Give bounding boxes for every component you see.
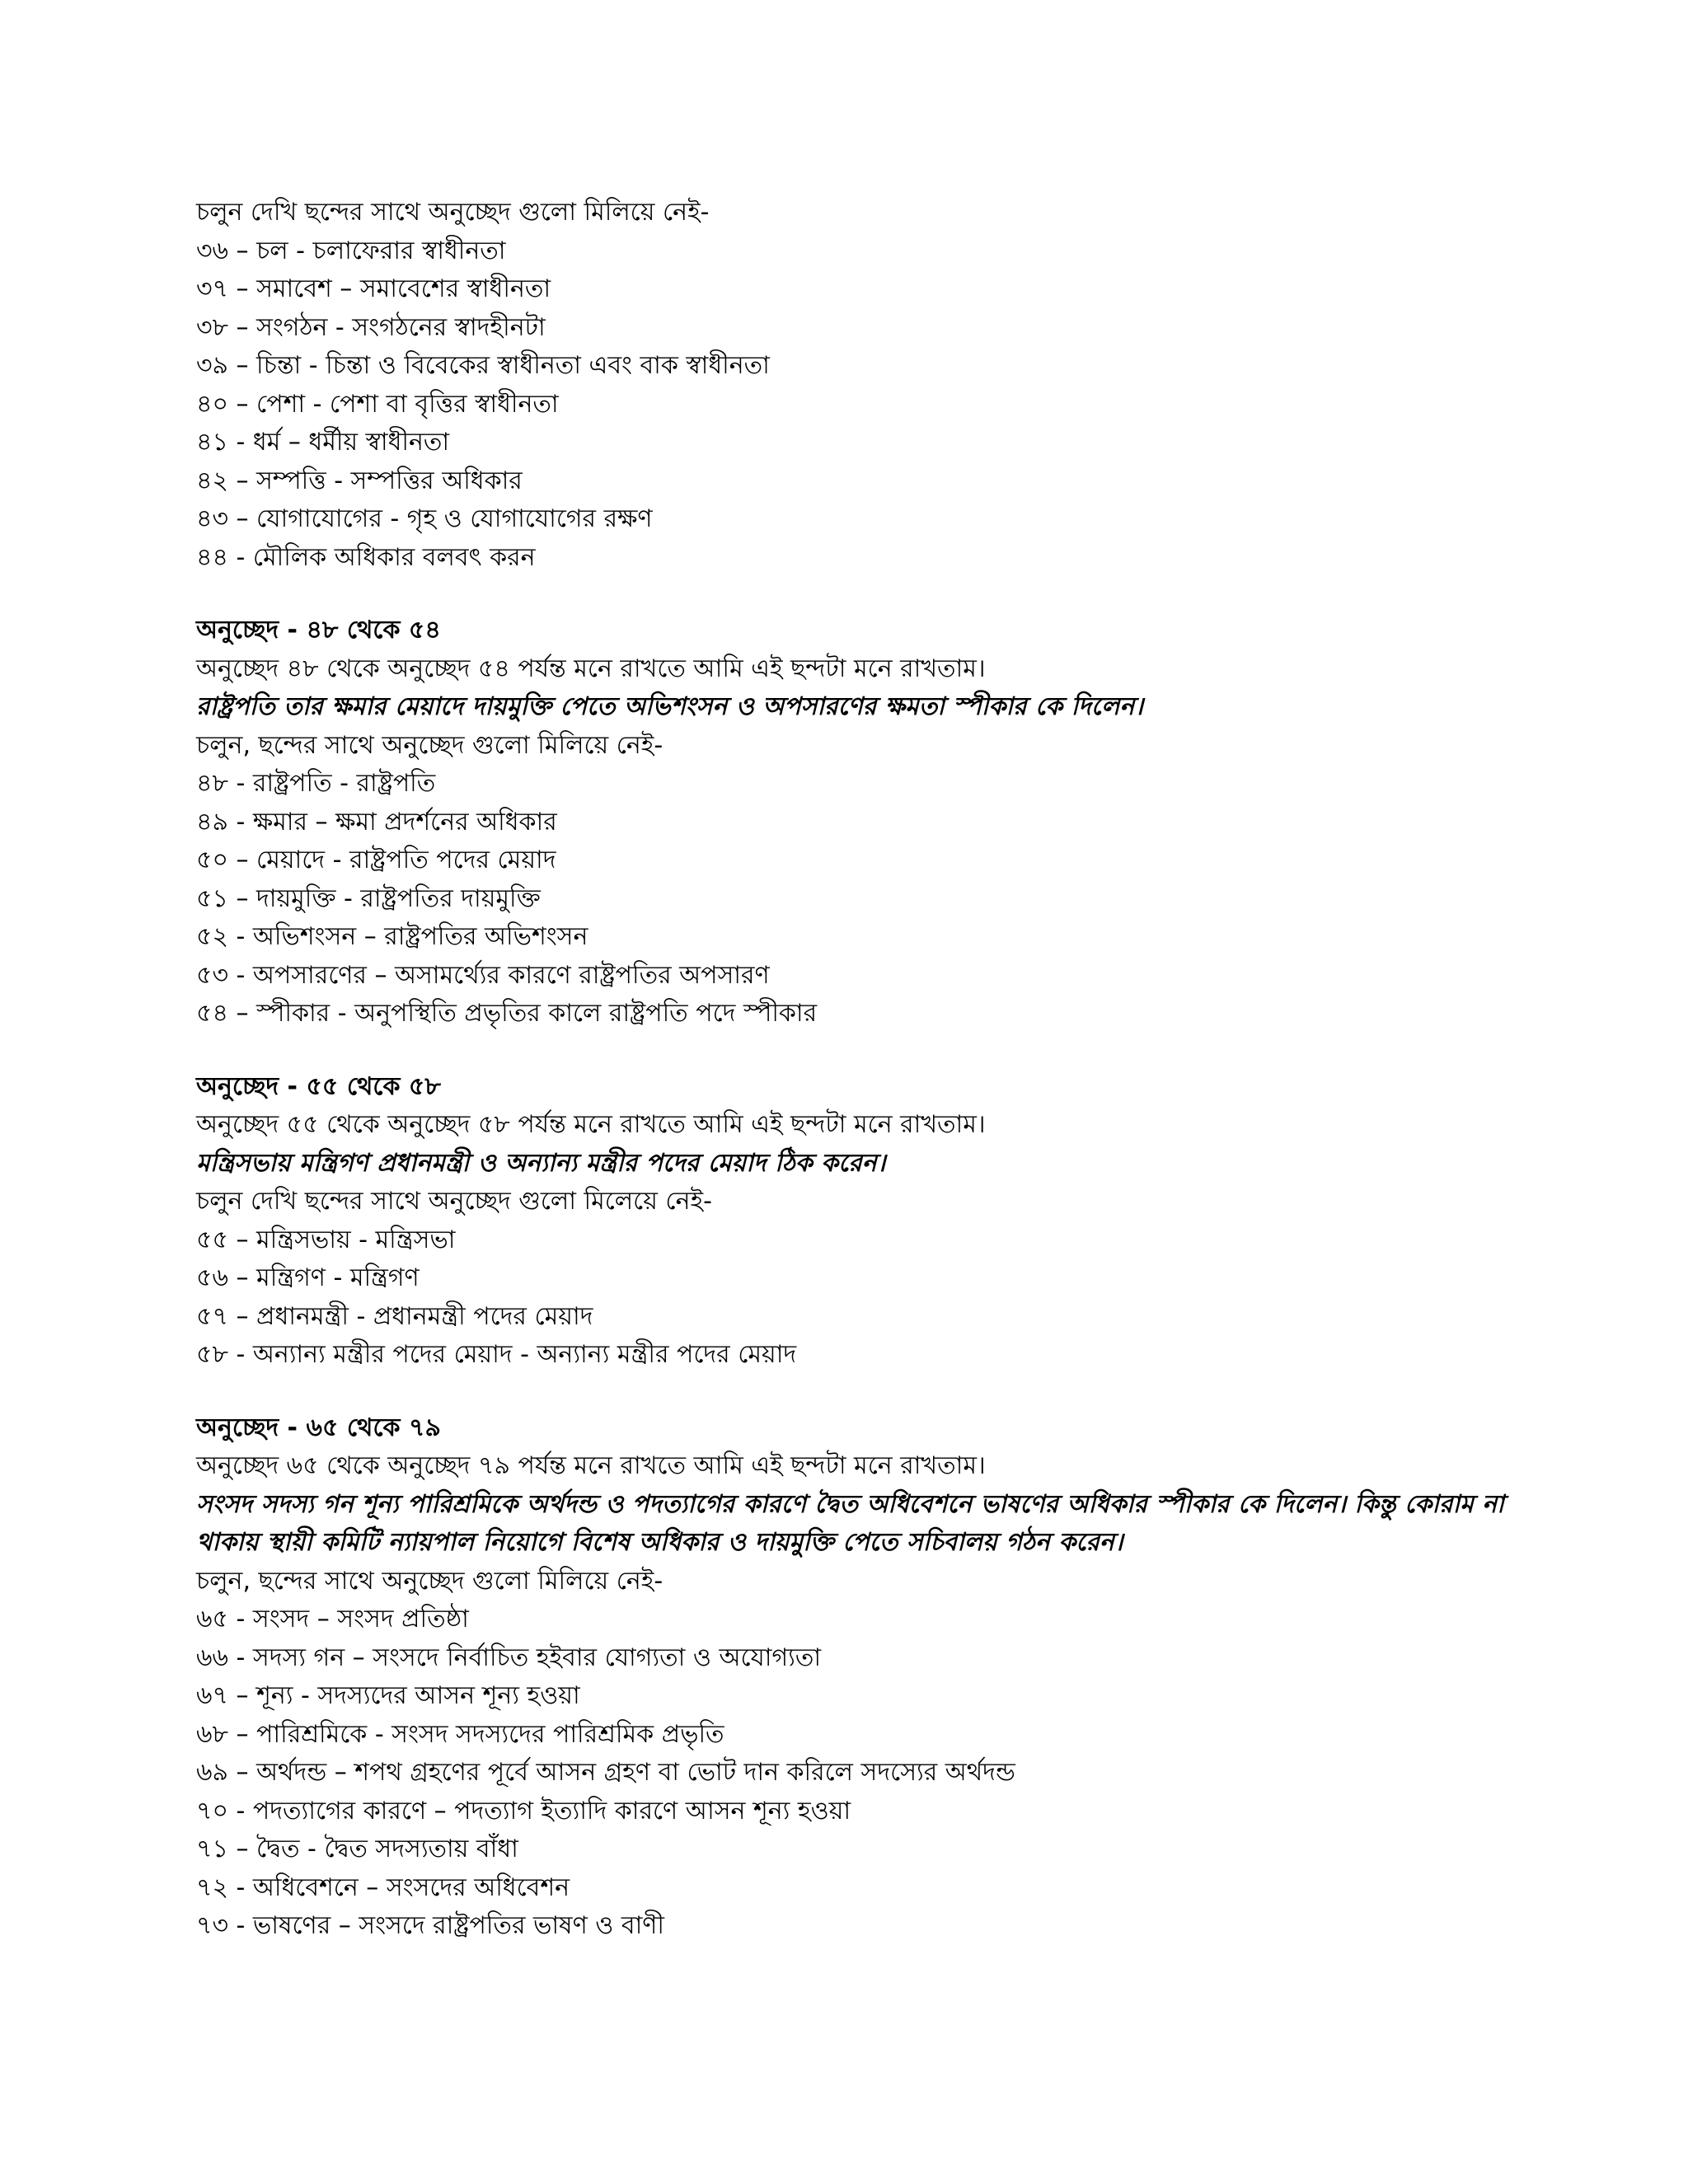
list-item: ৩৬ – চল - চলাফেরার স্বাধীনতা [196,236,506,265]
list-item: ৭২ - অধিবেশনে – সংসদের অধিবেশন [196,1872,570,1902]
list-item: ৪১ - ধর্ম – ধর্মীয় স্বাধীনতা [196,428,450,457]
section-lead: চলুন দেখি ছন্দের সাথে অনুচ্ছেদ গুলো মিলিয়ে নেই- [196,198,710,227]
section-heading: অনুচ্ছেদ - ৪৮ থেকে ৫৪ [196,616,441,644]
list-item: ৪৯ - ক্ষমার – ক্ষমা প্রদর্শনের অধিকার [196,807,557,837]
section-lead: চলুন দেখি ছন্দের সাথে অনুচ্ছেদ গুলো মিলেয়ে নেই- [196,1187,712,1216]
list-item: ৪৮ - রাষ্ট্রপতি - রাষ্ট্রপতি [196,769,436,798]
list-item: ৪২ – সম্পত্তি - সম্পত্তির অধিকার [196,466,523,495]
list-item: ৩৮ – সংগঠন - সংগঠনের স্বাদহীনটা [196,312,546,342]
list-item: ৬৭ – শূন্য - সদস্যদের আসন শূন্য হওয়া [196,1681,580,1710]
mnemonic-text: সংসদ সদস্য গন শূন্য পারিশ্রমিকে অর্থদন্ড ও পদত্যাগের কারণে দ্বৈত অধিবেশনে ভাষণের অধিকার স্পীকার কে দিলেন। কিন্তু কোরাম না থাকায় স্থায়ী কমিটি ন্যায়পাল নিয়োগে বিশেষ অধিকার ও দায়মুক্তি পেতে সচিবালয় গঠন করেন। [196,1489,1504,1557]
list-item: ৫০ – মেয়াদে - রাষ্ট্রপতি পদের মেয়াদ [196,846,556,874]
section-lead: চলুন, ছন্দের সাথে অনুচ্ছেদ গুলো মিলিয়ে নেই- [196,1566,663,1596]
list-item: ৫১ – দায়মুক্তি - রাষ্ট্রপতির দায়মুক্তি [196,883,541,913]
list-item: ৫৬ – মন্ত্রিগণ - মন্ত্রিগণ [196,1263,420,1292]
section-intro: অনুচ্ছেদ ৪৮ থেকে অনুচ্ছেদ ৫৪ পর্যন্ত মনে রাখতে আমি এই ছন্দটা মনে রাখতাম। [196,654,986,683]
section-36-44 [196,194,1540,577]
list-item: ৬৫ - সংসদ – সংসদ প্রতিষ্ঠা [196,1605,469,1633]
mnemonic-text: রাষ্ট্রপতি তার ক্ষমার মেয়াদে দায়মুক্তি পেতে অভিশংসন ও অপসারণের ক্ষমতা স্পীকার কে দিলেন। [196,692,1143,721]
list-item: ৫৭ – প্রধানমন্ত্রী - প্রধানমন্ত্রী পদের মেয়াদ [196,1301,593,1331]
list-item: ৫৪ – স্পীকার - অনুপস্থিতি প্রভৃতির কালে রাষ্ট্রপতি পদে স্পীকার [196,999,818,1028]
list-item: ৪৩ – যোগাযোগের - গৃহ ও যোগাযোগের রক্ষণ [196,504,653,533]
list-item: ৭৩ - ভাষণের – সংসদে রাষ্ট্রপতির ভাষণ ও বাণী [196,1911,664,1940]
list-item: ৭১ – দ্বৈত - দ্বৈত সদস্যতায় বাঁধা [196,1835,518,1863]
list-item: ৩৭ – সমাবেশ – সমাবেশের স্বাধীনতা [196,274,551,303]
section-intro: অনুচ্ছেদ ৬৫ থেকে অনুচ্ছেদ ৭৯ পর্যন্ত মনে রাখতে আমি এই ছন্দটা মনে রাখতাম। [196,1451,986,1480]
section-intro: অনুচ্ছেদ ৫৫ থেকে অনুচ্ছেদ ৫৮ পর্যন্ত মনে রাখতে আমি এই ছন্দটা মনে রাখতাম। [196,1110,986,1139]
list-item: ৬৯ – অর্থদন্ড – শপথ গ্রহণের পূর্বে আসন গ্রহণ বা ভোট দান করিলে সদস্যের অর্থদন্ড [196,1758,1015,1787]
list-item: ৪৪ - মৌলিক অধিকার বলবৎ করন [196,542,536,572]
list-item: ৫৮ - অন্যান্য মন্ত্রীর পদের মেয়াদ - অন্যান্য মন্ত্রীর পদের মেয়াদ [196,1340,797,1369]
list-item: ৫২ - অভিশংসন – রাষ্ট্রপতির অভিশংসন [196,922,588,951]
list-item: ৫৫ – মন্ত্রিসভায় - মন্ত্রিসভা [196,1225,456,1254]
section-55-58 [196,1068,1540,1375]
section-lead: চলুন, ছন্দের সাথে অনুচ্ছেদ গুলো মিলিয়ে নেই- [196,730,663,760]
list-item: ৫৩ - অপসারণের – অসামর্থ্যের কারণে রাষ্ট্রপতির অপসারণ [196,960,770,990]
list-item: ৬৮ – পারিশ্রমিকে - সংসদ সদস্যদের পারিশ্রমিক প্রভৃতি [196,1719,724,1749]
mnemonic-text: মন্ত্রিসভায় মন্ত্রিগণ প্রধানমন্ত্রী ও অন্যান্য মন্ত্রীর পদের মেয়াদ ঠিক করেন। [196,1148,886,1178]
list-item: ৩৯ – চিন্তা - চিন্তা ও বিবেকের স্বাধীনতা এবং বাক স্বাধীনতা [196,351,770,380]
section-65-79 [196,1409,1540,1946]
section-heading: অনুচ্ছেদ - ৫৫ থেকে ৫৮ [196,1071,441,1101]
list-item: ৬৬ - সদস্য গন – সংসদে নির্বাচিত হইবার যোগ্যতা ও অযোগ্যতা [196,1643,822,1672]
section-48-54 [196,612,1540,1033]
list-item: ৭০ - পদত্যাগের কারণে – পদত্যাগ ইত্যাদি কারণে আসন শূন্য হওয়া [196,1796,851,1825]
list-item: ৪০ – পেশা - পেশা বা বৃত্তির স্বাধীনতা [196,389,559,419]
section-heading: অনুচ্ছেদ - ৬৫ থেকে ৭৯ [196,1413,441,1442]
